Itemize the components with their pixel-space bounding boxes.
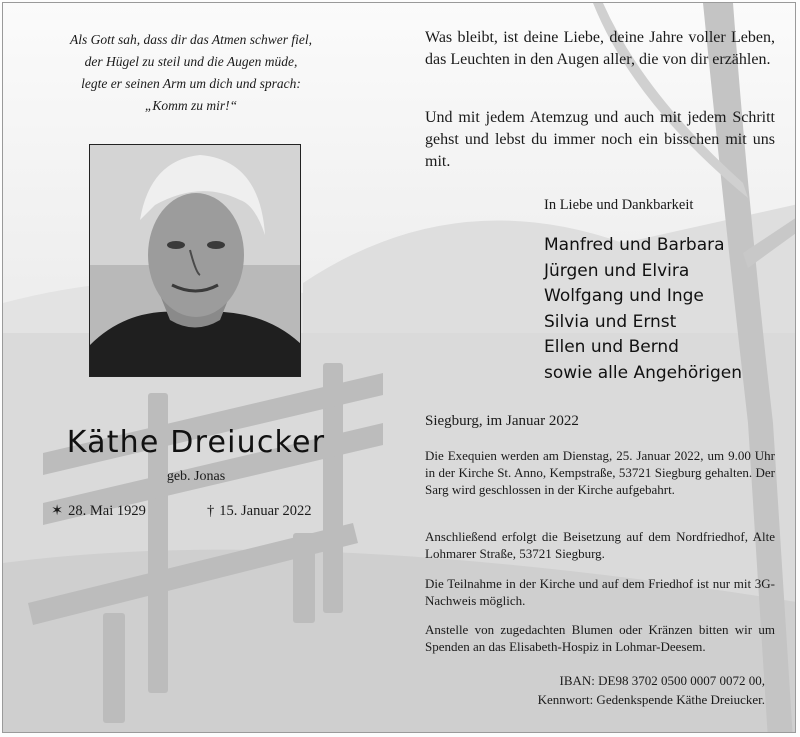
- mourner-name: Ellen und Bernd: [544, 337, 679, 357]
- iban: IBAN: DE98 3702 0500 0007 0072 00,: [559, 673, 765, 688]
- birth-date-text: 28. Mai 1929: [68, 503, 146, 519]
- mourner-name: Jürgen und Elvira: [544, 260, 690, 281]
- death-date: [207, 503, 311, 520]
- birth-date: [51, 503, 146, 520]
- death-date-text: 15. Januar 2022: [219, 503, 312, 519]
- donation-info: Anstelle von zugedachten Blumen oder Kränzen bitten wir um Spenden an das Elisabeth-Hospiz in Lohmar-Deesem.: [425, 622, 775, 654]
- quote-paragraph: Und mit jedem Atemzug und auch mit jedem Schritt gehst und lebst du immer noch ein bisschen mit uns mit.: [425, 109, 775, 170]
- place-date: Siegburg, im Januar 2022: [425, 413, 579, 429]
- mourner-name: Silvia und Ernst: [544, 311, 677, 332]
- death-cross-icon: †: [207, 503, 215, 519]
- burial-info: Anschließend erfolgt die Beisetzung auf dem Nordfriedhof, Alte Lohmarer Straße, 53721 Siegburg.: [425, 529, 775, 561]
- maiden-name: geb. Jonas: [166, 469, 226, 484]
- mourner-name: sowie alle Angehörigen: [544, 362, 743, 383]
- attendance-info: Die Teilnahme in der Kirche und auf dem Friedhof ist nur mit 3G-Nachweis möglich.: [425, 576, 775, 608]
- mourner-name: Manfred und Barbara: [544, 235, 725, 255]
- obituary-notice: [2, 2, 796, 733]
- poem-line: Als Gott sah, dass dir das Atmen schwer fiel,: [69, 32, 312, 47]
- poem-line: „Komm zu mir!“: [144, 98, 238, 113]
- portrait-photo: [89, 144, 301, 377]
- greeting: In Liebe und Dankbarkeit: [544, 197, 694, 213]
- mourner-name: Wolfgang und Inge: [544, 286, 704, 306]
- quote-paragraph: Was bleibt, ist deine Liebe, deine Jahre voller Leben, das Leuchten in den Augen aller, die von dir erzählen.: [425, 29, 775, 68]
- poem-line: legte er seinen Arm um dich und sprach:: [81, 76, 301, 91]
- mourners-list: [544, 233, 742, 386]
- donation-reference: Kennwort: Gedenkspende Käthe Dreiucker.: [537, 692, 765, 707]
- poem-line: der Hügel zu steil und die Augen müde,: [84, 54, 298, 69]
- funeral-service-info: Die Exequien werden am Dienstag, 25. Januar 2022, um 9.00 Uhr in der Kirche St. Anno, Kempstraße, 53721 Siegburg gehalten. Der Sarg wird geschlossen in der Kirche aufgebahrt.: [425, 448, 775, 497]
- deceased-name: Käthe Dreiucker: [66, 425, 326, 460]
- poem: [19, 29, 363, 117]
- birth-star-icon: ✶: [51, 503, 64, 519]
